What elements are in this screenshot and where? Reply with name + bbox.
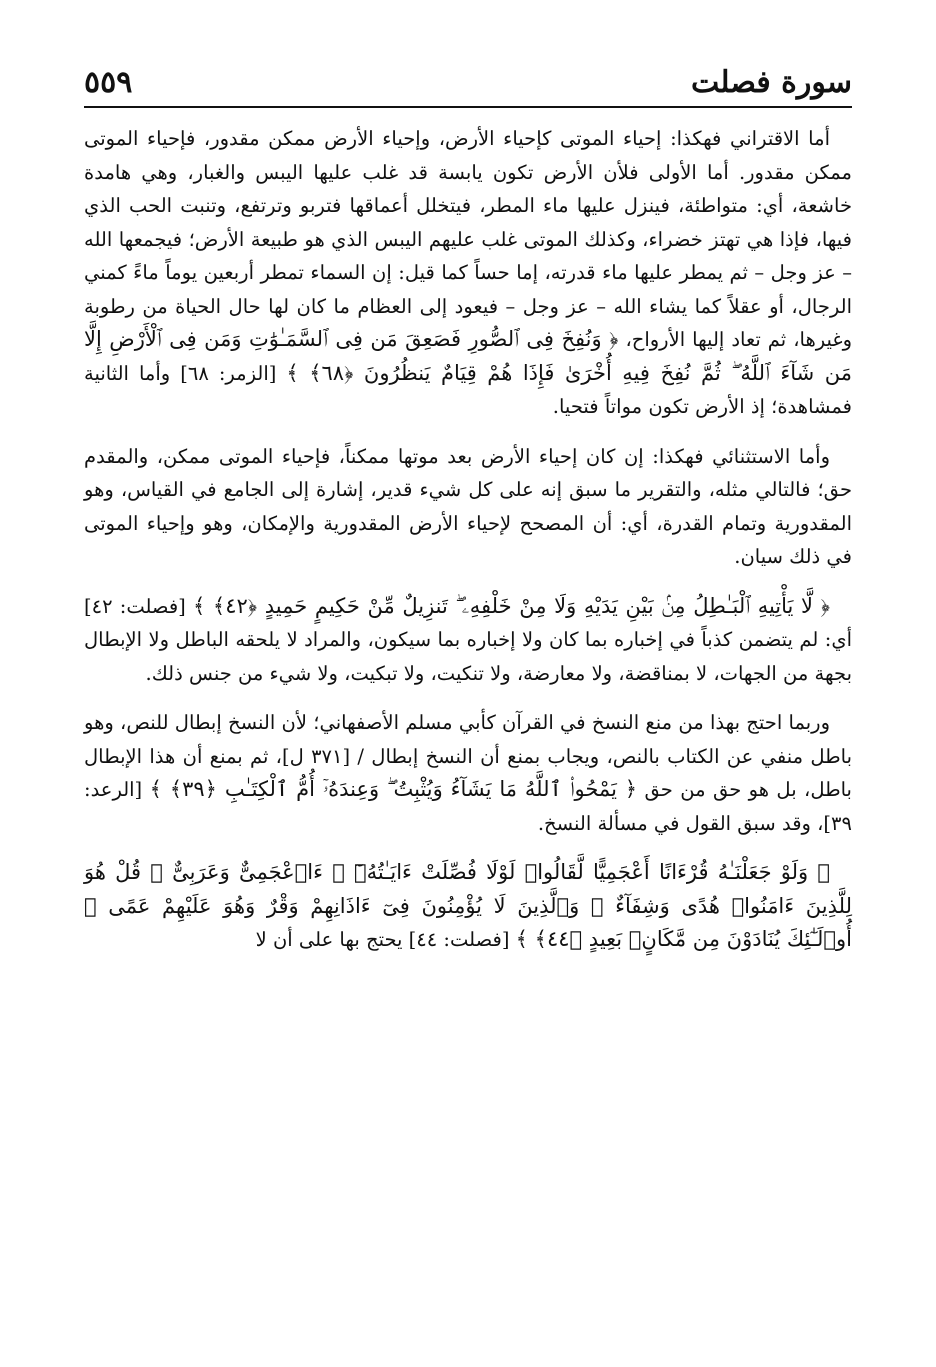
quran-verse-raad-39: ﴿ يَمْحُوا۟ ٱللَّهُ مَا يَشَآءُ وَيُثْبِتُ ۖ وَعِندَهُۥٓ أُمُّ ٱلْكِتَـٰبِ ﴿٣٩﴾ ﴾ [149,777,638,801]
surah-title: سورة فصلت [690,65,852,100]
paragraph-1-text-2: [الزمر: ٦٨] وأما الثانية فمشاهدة؛ إذ الأرض تكون مواتاً فتحيا. [84,361,852,418]
paragraph-4-text-1: وربما احتج بهذا من منع النسخ في القرآن كأبي مسلم الأصفهاني؛ لأن النسخ إبطال للنص، وهو باطل منفي عن الكتاب بالنص، ويجاب بمنع أن النسخ إبطال / [٣٧١ ل]، ثم بمنع أن هذا الإبطال باطل، بل هو حق من حق [84,711,853,801]
paragraph-5-text-1: [فصلت: ٤٤] يحتج بها على أن لا [255,928,516,951]
paragraph-2-text-1: وأما الاستثنائي فهكذا: إن كان إحياء الأرض بعد موتها ممكناً، فإحياء الموتى ممكن، والمقدم حق؛ فالتالي مثله، والتقرير ما سبق إنه على كل شيء قدير، إشارة إلى الجامع في القياس، وهو المقدورية وتمام القدرة، أي: أن المصحح لإحياء الأرض المقدورية والإمكان، وهو وإحياء الموتى في ذلك سيان. [84,444,852,568]
quran-verse-fussilat-44: ﴿ وَلَوْ جَعَلْنَـٰهُ قُرْءَانًا أَعْجَمِيًّا لَّقَالُوا۟ لَوْلَا فُصِّلَتْ ءَايَـٰتُهُۥٓ ۖ ءَا۬عْجَمِىٌّ وَعَرَبِىٌّ ۗ قُلْ هُوَ لِلَّذِينَ ءَامَنُوا۟ هُدًى وَشِفَآءٌ ۖ وَٱلَّذِينَ لَا يُؤْمِنُونَ فِىٓ ءَاذَانِهِمْ وَقْرٌ وَهُوَ عَلَيْهِمْ عَمًى ۚ أُو۟لَـٰٓئِكَ يُنَادَوْنَ مِن مَّكَانٍۭ بَعِيدٍ ﴿٤٤﴾ ﴾ [84,860,852,951]
page-header [84,56,852,108]
paragraph-1-text-1: أما الاقتراني فهكذا: إحياء الموتى كإحياء الأرض، وإحياء الأرض ممكن مقدور، فإحياء الموتى ممكن مقدور. أما الأولى فلأن الأرض تكون يابسة قد غلب عليها اليبس والغبار، وهي هامدة خاشعة، أي: متواطئة، فينزل عليها ماء المطر، فيتخلل أعماقها فتربو وترتفع، وتنبت الحب الذي فيها، فإذا هي تهتز خضراء، وكذلك الموتى غلب عليهم اليبس الذي هو طبيعة الأرض؛ فيجمعها الله – عز وجل – ثم يمطر عليها ماء قدرته، إما حساً كما قيل: إن السماء تمطر أربعين يوماً ماءً كمني الرجال، أو عقلاً كما يشاء الله – عز وجل – فيعود إلى العظام ما كان لها حال الحياة من رطوبة وغيرها، ثم تعاد إليها الأرواح، [84,127,852,351]
paragraph-1 [84,122,852,424]
page-number: ٥٥٩ [84,65,133,100]
paragraph-3 [84,590,852,691]
quran-verse-fussilat-42: ﴿ لَّا يَأْتِيهِ ٱلْبَـٰطِلُ مِنۢ بَيْنِ يَدَيْهِ وَلَا مِنْ خَلْفِهِۦ ۖ تَنزِيلٌ مِّنْ حَكِيمٍ حَمِيدٍ ﴿٤٢﴾ ﴾ [192,593,830,618]
paragraph-5 [84,856,852,957]
paragraph-4-text-2: [الرعد: ٣٩]، وقد سبق القول في مسألة النسخ. [84,778,852,835]
paragraph-3-text-1: [فصلت: ٤٢] أي: لم يتضمن كذباً في إخباره بما كان ولا إخباره بما سيكون، والمراد لا يلحقه الباطل ولا الإبطال بجهة من الجهات، لا بمناقضة، ولا معارضة، ولا تنكيت، ولا تبكيت، ولا شيء من جنس ذلك. [84,594,852,685]
quran-verse-zumar-68: ﴿ وَنُفِخَ فِى ٱلصُّورِ فَصَعِقَ مَن فِى ٱلسَّمَـٰوَٰتِ وَمَن فِى ٱلْأَرْضِ إِلَّا مَن شَآءَ ٱللَّهُ ۖ ثُمَّ نُفِخَ فِيهِ أُخْرَىٰ فَإِذَا هُمْ قِيَامٌ يَنظُرُونَ ﴿٦٨﴾ ﴾ [84,327,852,385]
paragraph-2 [84,440,852,574]
page-content [84,108,852,957]
paragraph-4 [84,706,852,840]
book-page [84,56,852,1346]
